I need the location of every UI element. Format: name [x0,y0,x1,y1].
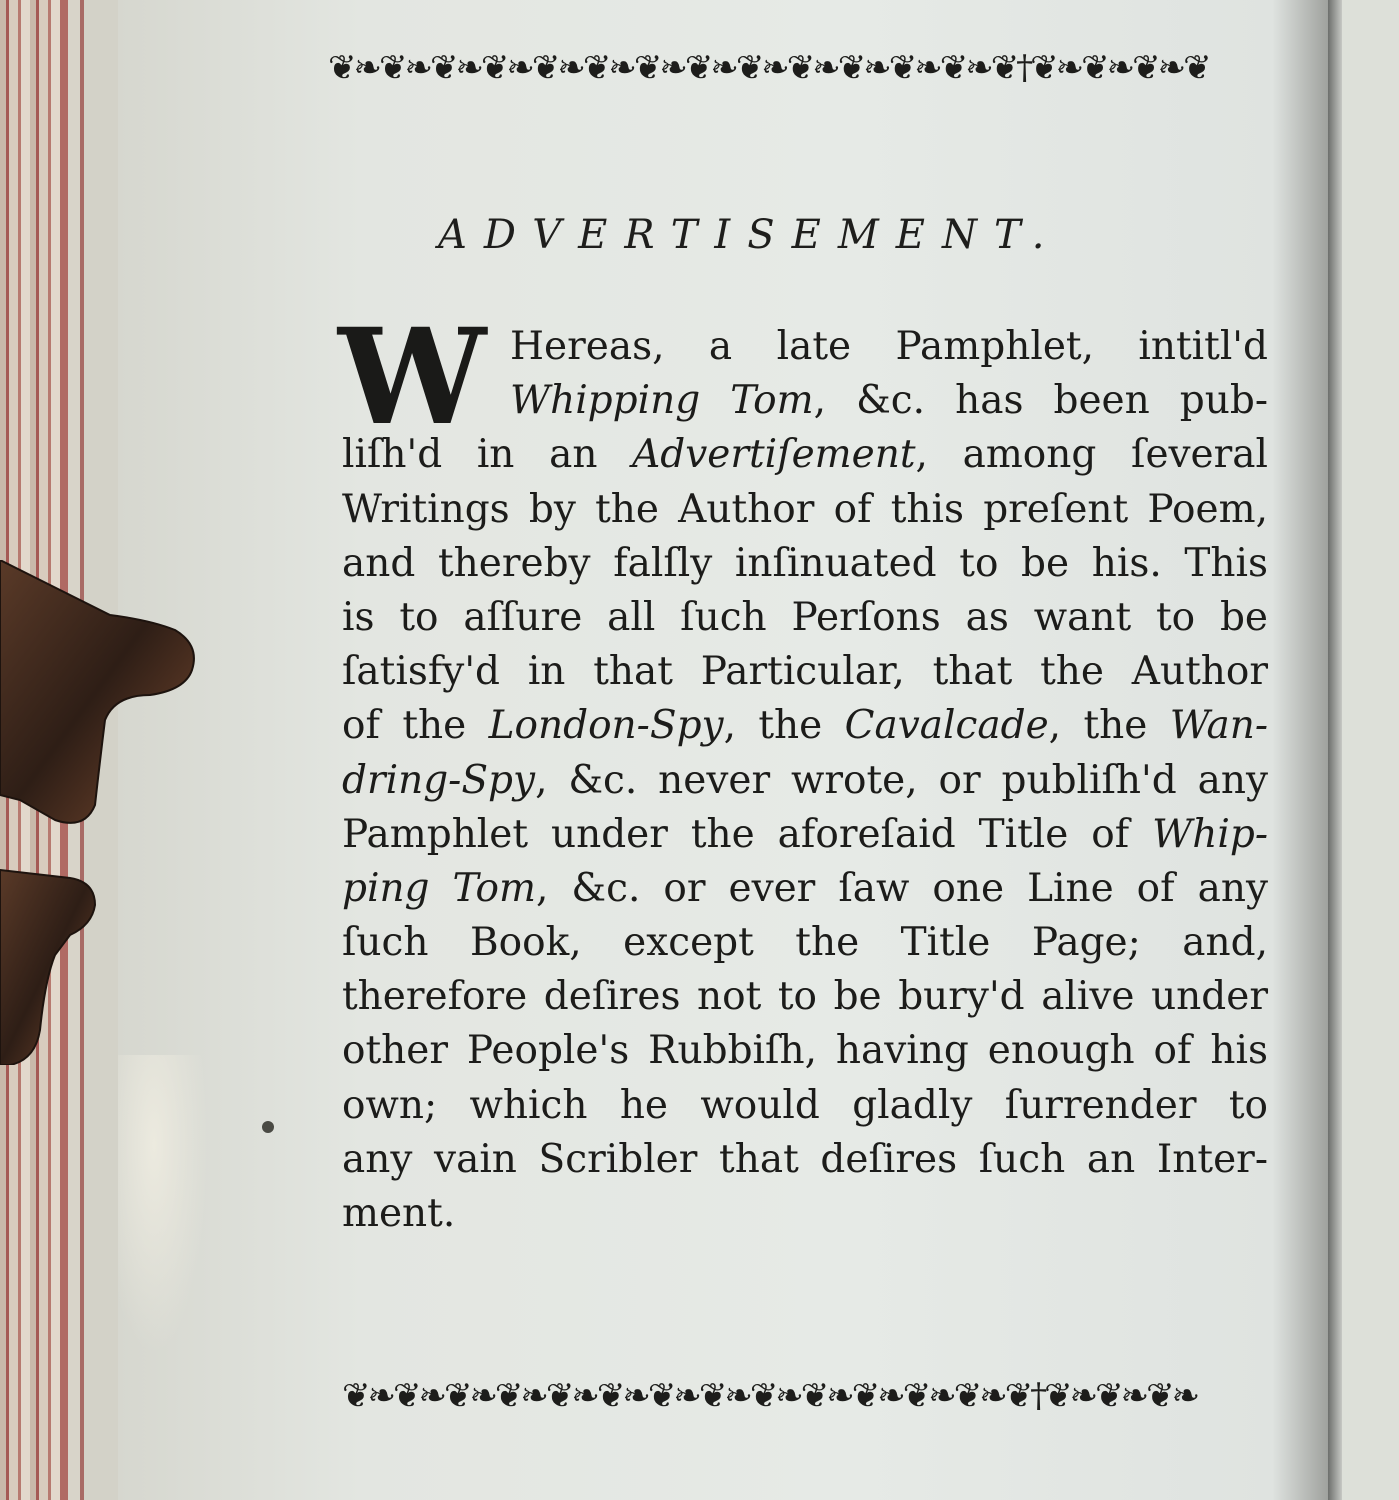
text-line [342,699,1268,753]
text-segment: and thereby falſly inſinuated to be his. This [342,540,1268,586]
text-line [342,483,1268,537]
text-segment: Hereas, a late Pamphlet, intitl'd [510,324,1268,369]
text-line [342,645,1268,699]
italic-text: Whip- [1152,811,1268,857]
top-ornament-border: ❦❧❦❧❦❧❦❧❦❧❦❧❦❧❦❧❦❧❦❧❦❧❦❧❦❧❦†❦❧❦❧❦❧❦ [328,48,1209,88]
text-line [342,862,1268,916]
paper-hole [262,1121,274,1133]
text-segment: , &c. or ever ſaw one Line of any [535,865,1268,911]
text-line [342,970,1268,1024]
text-line [342,320,1268,374]
text-segment: Pamphlet under the aforeſaid Title of [342,811,1153,857]
text-segment: , &c. never wrote, or publiſh'd any [535,757,1268,803]
page-title: ADVERTISEMENT. [438,212,1062,258]
text-line [342,537,1268,591]
facing-page [1342,0,1399,1500]
bottom-ornament-border: ❦❧❦❧❦❧❦❧❦❧❦❧❦❧❦❧❦❧❦❧❦❧❦❧❦❧❦†❦❧❦❧❦❧ [342,1376,1198,1416]
text-segment: any vain Scribler that deſires ſuch an Inter- [342,1136,1268,1182]
text-segment: other People's Rubbiſh, having enough of his [342,1028,1268,1074]
text-segment: is to aſſure all ſuch Perſons as want to be [342,594,1268,640]
drop-cap: W [338,300,487,455]
italic-text: Advertiſement [632,432,916,478]
text-line [342,1079,1268,1133]
italic-text: dring-Spy [342,757,536,803]
text-line [342,591,1268,645]
text-segment: , the [723,703,845,749]
text-line [342,808,1268,862]
text-segment: of the [342,703,489,749]
text-segment: , the [1048,703,1170,749]
italic-text: Wan- [1169,703,1268,749]
text-segment: , &c. has been pub- [813,378,1268,424]
text-line [342,1024,1268,1078]
italic-text: London-Spy [488,703,724,749]
text-line [342,1187,1268,1241]
metal-page-clip [0,560,200,1065]
italic-text: Cavalcade [844,703,1049,749]
text-segment: Writings by the Author of this preſent Poem, [342,486,1268,532]
advertisement-body [342,320,1268,1241]
text-line [342,916,1268,970]
paper-stain [118,1055,208,1355]
text-segment: liſh'd in an [342,432,633,478]
text-segment: ſuch Book, except the Title Page; and, [342,920,1268,966]
text-line [342,754,1268,808]
text-line [342,1133,1268,1187]
text-line [342,374,1268,428]
text-segment: ſatisfy'd in that Particular, that the Author [342,649,1268,695]
text-segment: therefore deſires not to be bury'd alive under [342,974,1268,1020]
italic-text: ping Tom [342,865,536,911]
italic-text: Whipping Tom [510,378,814,424]
text-segment: ment. [342,1191,456,1236]
book-gutter [1328,0,1342,1500]
text-segment: own; which he would gladly ſurrender to [342,1082,1268,1128]
text-segment: , among ſeveral [915,432,1269,478]
text-line [342,428,1268,482]
